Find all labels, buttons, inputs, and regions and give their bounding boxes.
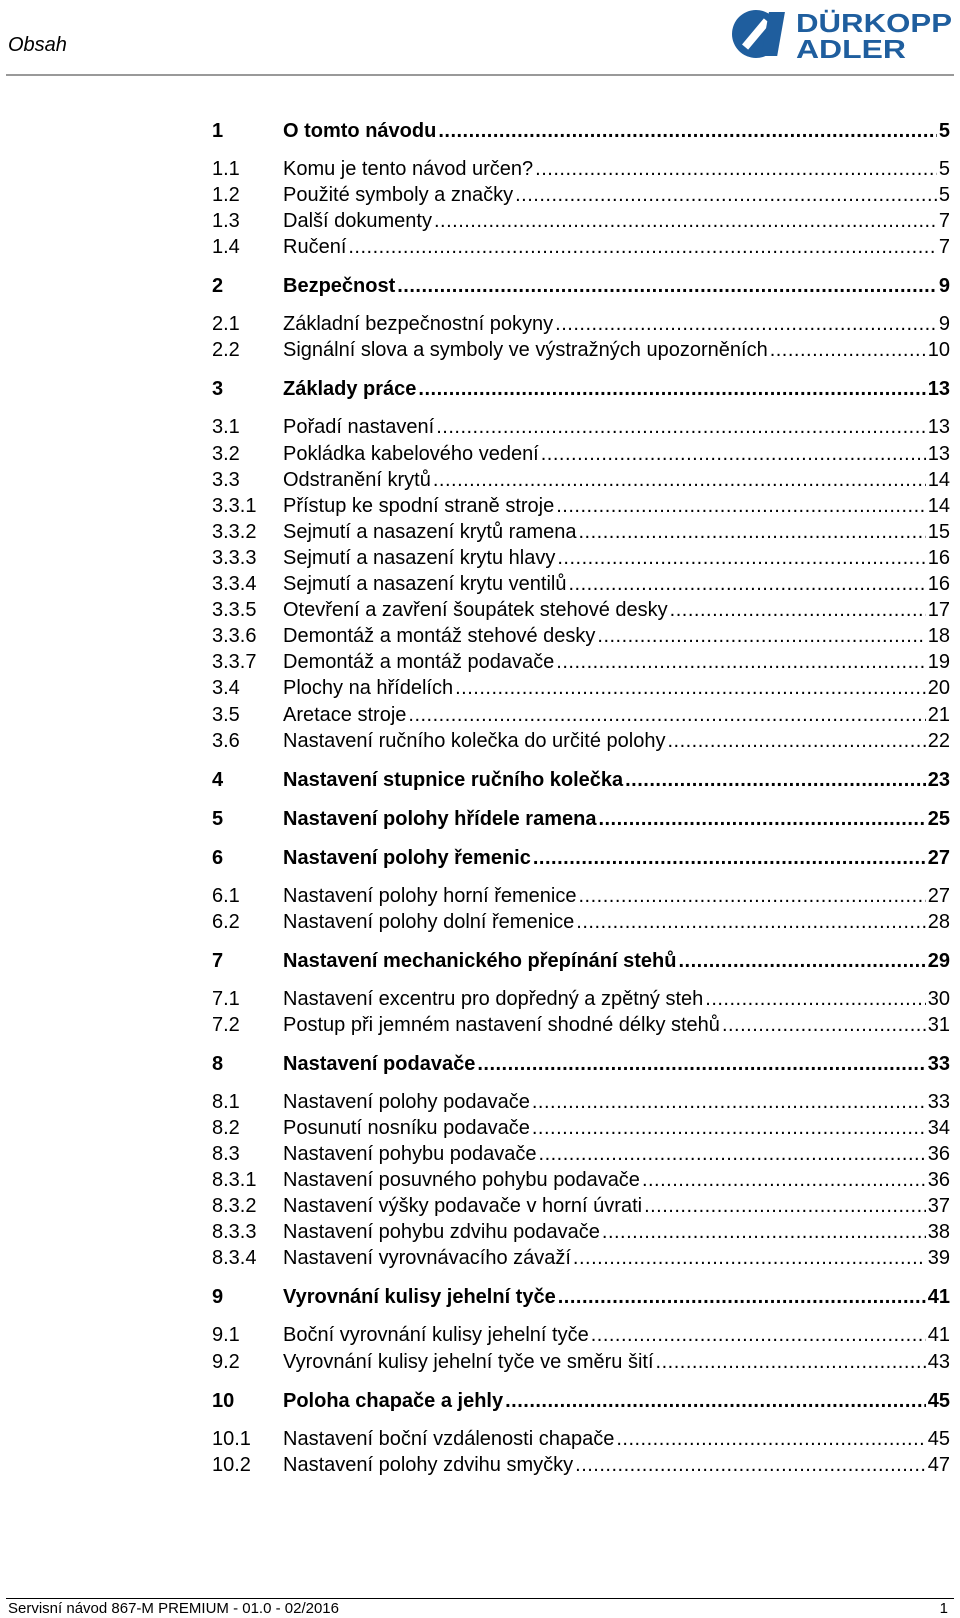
toc-entry-page: 36	[927, 1169, 950, 1192]
toc-entry-number: 2	[212, 275, 224, 298]
toc-dot-leader	[722, 1012, 926, 1038]
toc-dot-leader	[558, 1284, 926, 1310]
toc-dot-leader	[602, 1219, 926, 1245]
toc-entry-title: Nastavení podavače	[283, 1052, 476, 1075]
toc-entry-number: 10.1	[212, 1427, 251, 1450]
toc-dot-leader	[573, 1245, 926, 1271]
toc-chapter-entry[interactable]	[212, 845, 950, 871]
toc-entry-title: Nastavení boční vzdálenosti chapače	[283, 1427, 615, 1450]
toc-chapter-entry[interactable]	[212, 1284, 950, 1310]
toc-entry-page: 27	[927, 846, 950, 869]
footer-divider	[6, 1598, 954, 1599]
toc-section-entry[interactable]	[212, 623, 950, 649]
toc-entry-number: 7.2	[212, 1013, 240, 1036]
toc-entry-number: 5	[212, 807, 224, 830]
toc-chapter-entry[interactable]	[212, 767, 950, 793]
toc-entry-title: Vyrovnání kulisy jehelní tyče ve směru šití	[283, 1350, 654, 1373]
toc-entry-number: 3.1	[212, 416, 240, 439]
toc-entry-title: Nastavení pohybu zdvihu podavače	[283, 1221, 600, 1244]
toc-dot-leader	[616, 1426, 925, 1452]
toc-entry-page: 13	[927, 378, 950, 401]
toc-section-entry[interactable]	[212, 337, 950, 363]
toc-entry-title: Demontáž a montáž stehové desky	[283, 625, 596, 648]
toc-entry-number: 3.4	[212, 677, 240, 700]
toc-dot-leader	[433, 467, 926, 493]
toc-entry-page: 23	[927, 768, 950, 791]
toc-entry-page: 20	[927, 677, 950, 700]
toc-entry-page: 47	[927, 1453, 950, 1476]
toc-entry-title: Nastavení výšky podavače v horní úvrati	[283, 1195, 643, 1218]
toc-entry-title: Nastavení ručního kolečka do určité polohy	[283, 729, 666, 752]
toc-section-entry[interactable]	[212, 1089, 950, 1115]
toc-entry-title: Komu je tento návod určen?	[283, 158, 534, 180]
toc-entry-page: 16	[927, 546, 950, 569]
toc-dot-leader	[597, 623, 925, 649]
toc-entry-number: 6	[212, 846, 224, 869]
toc-entry-number: 9.2	[212, 1350, 240, 1373]
toc-entry-number: 4	[212, 768, 224, 791]
toc-entry-page: 28	[927, 910, 950, 933]
toc-entry-number: 1	[212, 120, 224, 142]
toc-section-entry[interactable]	[212, 1167, 950, 1193]
toc-chapter-entry[interactable]	[212, 273, 950, 299]
toc-entry-page: 18	[927, 625, 950, 648]
toc-dot-leader	[670, 597, 926, 623]
toc-entry-number: 9	[212, 1286, 224, 1309]
toc-entry-title: Pořadí nastavení	[283, 416, 435, 439]
toc-section-entry[interactable]	[212, 156, 950, 182]
toc-dot-leader	[434, 208, 937, 234]
toc-entry-title: Nastavení pohybu podavače	[283, 1143, 537, 1165]
toc-section-entry[interactable]	[212, 441, 950, 467]
toc-dot-leader	[578, 519, 925, 545]
toc-entry-number: 8.3.4	[212, 1247, 257, 1270]
toc-entry-title: Boční vyrovnání kulisy jehelní tyče	[283, 1324, 589, 1347]
toc-entry-title: Otevření a zavření šoupátek stehové desky	[283, 599, 668, 622]
toc-entry-page: 36	[927, 1143, 950, 1165]
toc-entry-page: 5	[938, 158, 950, 180]
toc-entry-title: Sejmutí a nasazení krytu ventilů	[283, 573, 567, 595]
toc-section-entry[interactable]	[212, 597, 950, 623]
toc-entry-page: 5	[938, 184, 950, 207]
toc-entry-number: 1.3	[212, 210, 240, 233]
toc-section-entry[interactable]	[212, 1349, 950, 1375]
toc-dot-leader	[505, 1388, 926, 1414]
toc-entry-title: Nastavení posuvného pohybu podavače	[283, 1169, 640, 1192]
toc-entry-number: 10	[212, 1389, 235, 1412]
toc-entry-page: 45	[927, 1427, 950, 1450]
toc-dot-leader	[556, 493, 926, 519]
toc-entry-page: 41	[927, 1324, 950, 1347]
toc-entry-title: Aretace stroje	[283, 703, 407, 726]
toc-section-entry[interactable]	[212, 545, 950, 571]
toc-entry-number: 7	[212, 949, 224, 972]
toc-section-entry[interactable]	[212, 234, 950, 260]
toc-entry-title: Postup při jemném nastavení shodné délky stehů	[283, 1013, 720, 1036]
toc-entry-title: Nastavení stupnice ručního kolečka	[283, 768, 624, 791]
toc-entry-number: 3.3.6	[212, 625, 257, 648]
toc-dot-leader	[568, 571, 925, 597]
toc-section-entry[interactable]	[212, 571, 950, 597]
toc-entry-number: 3	[212, 378, 224, 401]
toc-entry-page: 27	[927, 884, 950, 907]
durkopp-adler-logo	[730, 6, 955, 62]
toc-dot-leader	[642, 1167, 926, 1193]
toc-chapter-entry[interactable]	[212, 118, 950, 144]
toc-dot-leader	[598, 806, 925, 832]
toc-dot-leader	[541, 441, 926, 467]
toc-entry-page: 22	[927, 729, 950, 752]
toc-dot-leader	[438, 118, 937, 144]
toc-section-entry[interactable]	[212, 311, 950, 337]
toc-entry-title: Základy práce	[283, 378, 417, 401]
toc-entry-title: Bezpečnost	[283, 275, 396, 298]
footer-page-number: 1	[939, 1600, 948, 1617]
toc-entry-title: Nastavení vyrovnávacího závaží	[283, 1247, 571, 1270]
toc-dot-leader	[455, 675, 926, 701]
toc-section-entry[interactable]	[212, 1322, 950, 1348]
toc-section-entry[interactable]	[212, 1219, 950, 1245]
toc-entry-page: 34	[927, 1116, 950, 1139]
toc-dot-leader	[418, 376, 925, 402]
toc-entry-number: 8.3.3	[212, 1221, 257, 1244]
toc-dot-leader	[644, 1193, 926, 1219]
toc-entry-title: Pokládka kabelového vedení	[283, 442, 539, 465]
toc-entry-number: 9.1	[212, 1324, 240, 1347]
toc-entry-title: Odstranění krytů	[283, 468, 431, 491]
toc-section-entry[interactable]	[212, 1115, 950, 1141]
toc-entry-page: 38	[927, 1221, 950, 1244]
toc-entry-number: 8.2	[212, 1116, 240, 1139]
toc-section-entry[interactable]	[212, 1245, 950, 1271]
toc-dot-leader	[770, 337, 926, 363]
toc-entry-page: 21	[927, 703, 950, 726]
toc-dot-leader	[575, 1452, 926, 1478]
toc-section-entry[interactable]	[212, 1452, 950, 1478]
toc-entry-number: 6.2	[212, 910, 240, 933]
toc-entry-title: Nastavení polohy řemenic	[283, 846, 531, 869]
toc-entry-page: 14	[927, 468, 950, 491]
toc-section-entry[interactable]	[212, 702, 950, 728]
toc-entry-page: 13	[927, 416, 950, 439]
logo-text-line2: ADLER	[796, 34, 907, 62]
toc-entry-title: Sejmutí a nasazení krytu hlavy	[283, 546, 556, 569]
toc-entry-page: 10	[927, 339, 950, 362]
toc-dot-leader	[532, 1089, 926, 1115]
toc-section-entry[interactable]	[212, 1193, 950, 1219]
toc-entry-title: Nastavení excentru pro dopředný a zpětný steh	[283, 987, 704, 1010]
toc-entry-number: 3.3.1	[212, 494, 257, 517]
toc-dot-leader	[348, 234, 937, 260]
toc-entry-number: 8.3	[212, 1143, 240, 1165]
toc-entry-page: 16	[927, 573, 950, 595]
toc-entry-page: 31	[927, 1013, 950, 1036]
toc-entry-title: Nastavení polohy horní řemenice	[283, 884, 577, 907]
toc-dot-leader	[705, 986, 925, 1012]
toc-section-entry[interactable]	[212, 1141, 950, 1167]
toc-dot-leader	[557, 545, 925, 571]
toc-entry-title: Sejmutí a nasazení krytů ramena	[283, 520, 577, 543]
toc-dot-leader	[477, 1051, 925, 1077]
toc-entry-number: 6.1	[212, 884, 240, 907]
toc-chapter-entry[interactable]	[212, 1051, 950, 1077]
toc-entry-page: 29	[927, 949, 950, 972]
toc-entry-number: 1.2	[212, 184, 240, 207]
toc-entry-page: 9	[938, 275, 950, 298]
toc-entry-title: Demontáž a montáž podavače	[283, 651, 555, 674]
toc-dot-leader	[397, 273, 937, 299]
toc-section-entry[interactable]	[212, 986, 950, 1012]
toc-dot-leader	[535, 156, 937, 182]
toc-entry-title: Nastavení polohy dolní řemenice	[283, 910, 575, 933]
toc-entry-number: 3.3.2	[212, 520, 257, 543]
toc-entry-page: 7	[938, 210, 950, 233]
toc-entry-title: Nastavení polohy zdvihu smyčky	[283, 1453, 574, 1476]
toc-dot-leader	[436, 414, 926, 440]
toc-dot-leader	[555, 311, 937, 337]
header-divider	[6, 74, 954, 76]
toc-entry-page: 7	[938, 236, 950, 259]
toc-dot-leader	[576, 909, 925, 935]
toc-section-entry[interactable]	[212, 208, 950, 234]
logo-text-line1: DÜRKOPP	[796, 8, 952, 38]
toc-entry-title: Nastavení polohy podavače	[283, 1090, 530, 1113]
toc-entry-title: Plochy na hřídelích	[283, 677, 454, 700]
page-title: Obsah	[8, 34, 67, 56]
toc-entry-number: 3.3.5	[212, 599, 257, 622]
toc-dot-leader	[533, 845, 926, 871]
toc-dot-leader	[591, 1322, 926, 1348]
toc-entry-page: 17	[927, 599, 950, 622]
toc-chapter-entry[interactable]	[212, 806, 950, 832]
toc-entry-number: 3.3.3	[212, 546, 257, 569]
toc-section-entry[interactable]	[212, 519, 950, 545]
toc-entry-title: O tomto návodu	[283, 120, 437, 142]
toc-dot-leader	[556, 649, 925, 675]
toc-entry-number: 3.3	[212, 468, 240, 491]
toc-entry-title: Další dokumenty	[283, 210, 432, 233]
toc-section-entry[interactable]	[212, 728, 950, 754]
toc-entry-title: Signální slova a symboly ve výstražných upozorněních	[283, 339, 768, 362]
toc-entry-title: Ručení	[283, 236, 347, 259]
toc-dot-leader	[408, 702, 925, 728]
toc-section-entry[interactable]	[212, 909, 950, 935]
toc-entry-page: 37	[927, 1195, 950, 1218]
toc-entry-number: 3.3.4	[212, 573, 257, 595]
toc-section-entry[interactable]	[212, 493, 950, 519]
toc-entry-number: 3.3.7	[212, 651, 257, 674]
toc-entry-number: 8.3.2	[212, 1195, 257, 1218]
toc-section-entry[interactable]	[212, 414, 950, 440]
toc-entry-title: Nastavení polohy hřídele ramena	[283, 807, 597, 830]
toc-section-entry[interactable]	[212, 883, 950, 909]
toc-chapter-entry[interactable]	[212, 948, 950, 974]
toc-chapter-entry[interactable]	[212, 376, 950, 402]
toc-dot-leader	[667, 728, 925, 754]
toc-section-entry[interactable]	[212, 467, 950, 493]
toc-dot-leader	[678, 948, 925, 974]
toc-entry-number: 1.4	[212, 236, 240, 259]
toc-entry-number: 3.5	[212, 703, 240, 726]
toc-entry-page: 13	[927, 442, 950, 465]
toc-entry-title: Základní bezpečnostní pokyny	[283, 313, 554, 336]
toc-dot-leader	[539, 1141, 926, 1167]
toc-entry-page: 15	[927, 520, 950, 543]
toc-entry-number: 3.6	[212, 729, 240, 752]
toc-entry-number: 2.2	[212, 339, 240, 362]
toc-section-entry[interactable]	[212, 649, 950, 675]
toc-entry-number: 8.1	[212, 1090, 240, 1113]
toc-section-entry[interactable]	[212, 182, 950, 208]
toc-chapter-entry[interactable]	[212, 1388, 950, 1414]
toc-entry-title: Vyrovnání kulisy jehelní tyče	[283, 1286, 556, 1309]
toc-entry-page: 41	[927, 1286, 950, 1309]
toc-entry-page: 19	[927, 651, 950, 674]
footer-document-info: Servisní návod 867-M PREMIUM - 01.0 - 02/2016	[8, 1600, 339, 1617]
toc-entry-page: 9	[938, 313, 950, 336]
toc-entry-title: Posunutí nosníku podavače	[283, 1116, 530, 1139]
toc-dot-leader	[579, 883, 926, 909]
toc-entry-page: 5	[938, 120, 950, 142]
toc-entry-page: 39	[927, 1247, 950, 1270]
toc-section-entry[interactable]	[212, 675, 950, 701]
toc-dot-leader	[656, 1349, 926, 1375]
toc-entry-title: Použité symboly a značky	[283, 184, 514, 207]
toc-entry-number: 1.1	[212, 158, 240, 180]
toc-dot-leader	[515, 182, 937, 208]
toc-entry-page: 43	[927, 1350, 950, 1373]
toc-entry-title: Nastavení mechanického přepínání stehů	[283, 949, 677, 972]
toc-entry-number: 3.2	[212, 442, 240, 465]
toc-dot-leader	[532, 1115, 926, 1141]
toc-entry-page: 33	[927, 1052, 950, 1075]
toc-entry-number: 8	[212, 1052, 224, 1075]
toc-entry-page: 30	[927, 987, 950, 1010]
toc-section-entry[interactable]	[212, 1012, 950, 1038]
toc-entry-number: 8.3.1	[212, 1169, 257, 1192]
toc-entry-number: 2.1	[212, 313, 240, 336]
toc-entry-title: Přístup ke spodní straně stroje	[283, 494, 555, 517]
toc-entry-page: 14	[927, 494, 950, 517]
toc-dot-leader	[625, 767, 926, 793]
toc-entry-number: 10.2	[212, 1453, 251, 1476]
toc-entry-page: 33	[927, 1090, 950, 1113]
toc-entry-number: 7.1	[212, 987, 240, 1010]
toc-section-entry[interactable]	[212, 1426, 950, 1452]
toc-entry-title: Poloha chapače a jehly	[283, 1389, 504, 1412]
toc-entry-page: 25	[927, 807, 950, 830]
toc-entry-page: 45	[927, 1389, 950, 1412]
